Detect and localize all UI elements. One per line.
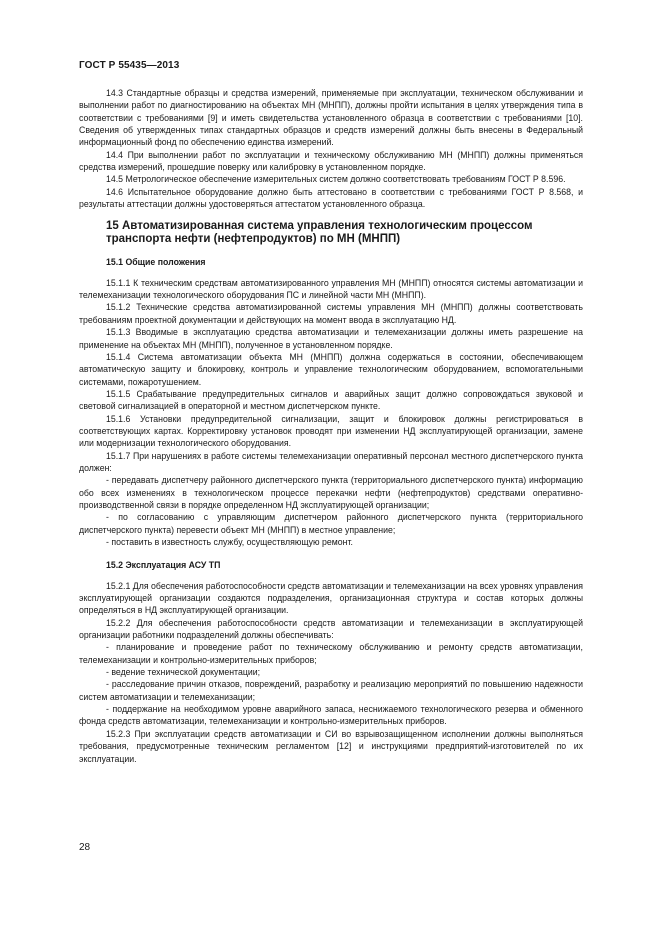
paragraph-15-2-2: 15.2.2 Для обеспечения работоспособности средств автоматизации и телемеханизации в эксплуатирующей организации работники подразделений должны обеспечивать: xyxy=(79,617,583,641)
list-item: - поддержание на необходимом уровне аварийного запаса, неснижаемого технологического резерва и обменного фонда средств автоматизации, телемеханизации и контрольно-измерительных приборов. xyxy=(79,704,583,727)
list-item: - расследование причин отказов, повреждений, разработку и реализацию мероприятий по повышению надежности систем автоматизации и телемеханизации; xyxy=(79,679,583,702)
subsection-15-1-heading: 15.1 Общие положения xyxy=(106,257,206,268)
paragraph-15-1-3: 15.1.3 Вводимые в эксплуатацию средства автоматизации и телемеханизации должны иметь разрешение на применение на объектах МН (МНПП), полученное в установленном порядке. xyxy=(79,327,583,350)
document-body xyxy=(79,87,583,765)
paragraph-15-1-2: 15.1.2 Технические средства автоматизированной системы управления МН (МНПП) должны соответствовать требованиям проектной документации и действующих на момент ввода в эксплуатацию НД. xyxy=(79,302,583,325)
page-number: 28 xyxy=(79,842,91,853)
paragraph-14-3: 14.3 Стандартные образцы и средства измерений, применяемые при эксплуатации, техническом обслуживании и выполнении работ по диагностированию на объектах МН (МНПП), должны пройти испытания в целях утверждения типа в соответствии с требованиями [9] и иметь свидетельства установленного образца в соответствии с требованиями [10]. Сведения об утвержденных типах стандартных образцов и средств измерений должны быть внесены в Федеральный информационный фонд по обеспечению единства измерений. xyxy=(79,88,583,148)
document-header: ГОСТ Р 55435—2013 xyxy=(79,60,180,71)
paragraph-15-2-1: 15.2.1 Для обеспечения работоспособности средств автоматизации и телемеханизации на всех уровнях управления эксплуатирующей организации создаются подразделения, организационная структура и состав которых должны определяться в НД эксплуатирующей организации. xyxy=(79,580,583,616)
list-item: - по согласованию с управляющим диспетчером районного диспетчерского пункта (территориального диспетчерского пункта) перевести объект МН (МНПП) в местное управление; xyxy=(79,512,583,535)
paragraph-14-6: 14.6 Испытательное оборудование должно быть аттестовано в соответствии с требованиями ГОСТ Р 8.568, и результаты аттестации должны удостоверяться аттестатом установленного образца. xyxy=(79,186,583,210)
subsection-15-2-heading: 15.2 Эксплуатация АСУ ТП xyxy=(106,560,221,571)
paragraph-14-4: 14.4 При выполнении работ по эксплуатации и техническому обслуживанию МН (МНПП) должны применяться средства измерений, прошедшие поверку или калибровку в установленном порядке. xyxy=(79,149,583,173)
list-item: - планирование и проведение работ по техническому обслуживанию и ремонту средств автоматизации, телемеханизации и контрольно-измерительных приборов; xyxy=(79,642,583,665)
paragraph-15-2-3: 15.2.3 При эксплуатации средств автоматизации и СИ во взрывозащищенном исполнении должны выполняться требования, предусмотренные техническим регламентом [12] и инструкциями предприятий-изготовителей по их эксплуатации. xyxy=(79,728,583,764)
list-item: - поставить в известность службу, осуществляющую ремонт. xyxy=(106,537,353,547)
paragraph-15-1-7: 15.1.7 При нарушениях в работе системы телемеханизации оперативный персонал местного диспетчерского пункта должен: xyxy=(79,450,583,473)
paragraph-15-1-5: 15.1.5 Срабатывание предупредительных сигналов и аварийных защит должно сопровождаться звуковой и световой сигнализацией в операторной и местном диспетчерском пункте. xyxy=(79,388,583,412)
list-item: - ведение технической документации; xyxy=(106,667,261,678)
paragraph-15-1-6: 15.1.6 Установки предупредительной сигнализации, защит и блокировок должны регистрироваться в соответствующих картах. Корректировку установок проводят при изменении НД эксплуатирующей организации, замене или модернизации технологического оборудования. xyxy=(79,413,583,449)
list-item: - передавать диспетчеру районного диспетчерского пункта (территориального диспетчерского пункта) информацию обо всех изменениях в технологическом процессе перекачки нефти (нефтепродуктов) средствами оперативно-производственной связи в порядке определенном НД эксплуатирующей организации; xyxy=(79,475,583,510)
section-15-heading: 15 Автоматизированная система управления технологическим процессом транспорта нефти (нефтепродуктов) по МН (МНПП) xyxy=(106,220,533,245)
paragraph-15-1-4: 15.1.4 Система автоматизации объекта МН (МНПП) должна содержаться в состоянии, обеспечивающем автоматическую защиту и блокировку, контроль и управление технологическим оборудованием, вспомогательными системами, пожаротушением. xyxy=(79,351,583,387)
paragraph-14-5: 14.5 Метрологическое обеспечение измерительных систем должно соответствовать требованиям ГОСТ Р 8.596. xyxy=(106,174,566,185)
paragraph-15-1-1: 15.1.1 К техническим средствам автоматизированного управления МН (МНПП) относятся системы автоматизации и телемеханизации технологического оборудования ПС и линейной части МН (МНПП). xyxy=(79,277,583,301)
